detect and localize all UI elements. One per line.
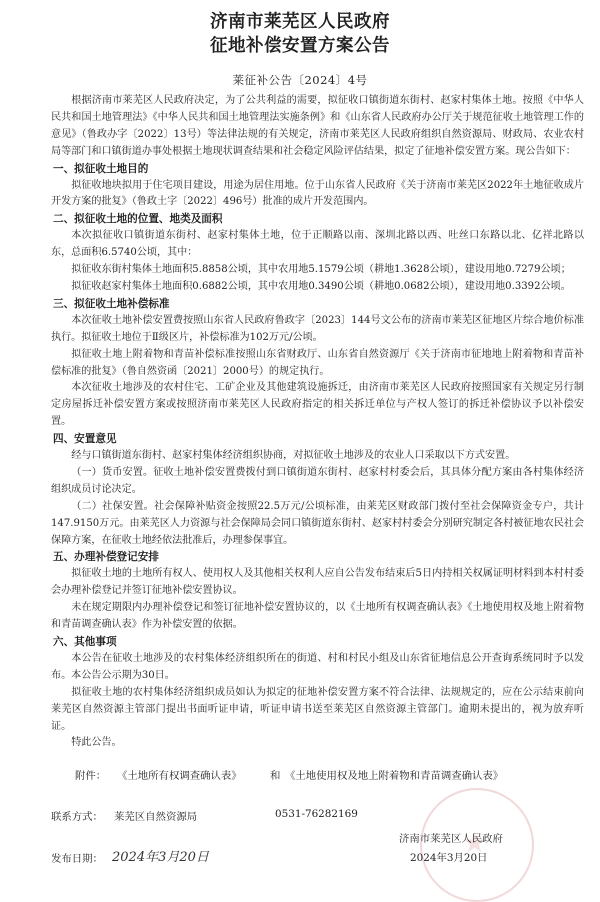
attachment-item: 《土地所有权调查确认表》 <box>117 770 242 782</box>
section-paragraph: 拟征收土地的土地所有权人、使用权人及其他相关权利人应自公告发布结束后5日内持相关权属证明材料到本村村委会办理补偿登记并签订征地补偿安置协议。 <box>51 568 584 597</box>
section-paragraph: 经与口镇街道东街村、赵家村集体经济组织协商，对拟征收土地涉及的农业人口采取以下方式安置。 <box>71 450 516 462</box>
section-paragraph: 本次征收土地补偿安置费按照山东省人民政府鲁政字〔2023〕144号文公布的济南市莱芜区征地区片综合地价标准执行。拟征收土地位于Ⅱ级区片，补偿标准为102万元/公顷。 <box>51 314 584 343</box>
section-paragraph: 特此公告。 <box>71 737 122 749</box>
issuer-name: 济南市莱芜区人民政府 <box>399 833 503 845</box>
section-paragraph: 本次征收土地涉及的农村住宅、工矿企业及其他建筑设施拆迁，由济南市莱芜区人民政府按照国家有关规定另行制定房屋拆迁补偿安置方案或按照济南市莱芜区人民政府指定的相关拆迁单位与产权人签订的拆迁补偿协议予以补偿安置。 <box>51 382 584 428</box>
section-paragraph: （一）货币安置。征收土地补偿安置费拨付到口镇街道东街村、赵家村村委会后，其具体分配方案由各村集体经济组织成员讨论决定。 <box>51 466 584 495</box>
section-paragraph: 拟征收土地上附着物和青苗补偿标准按照山东省财政厅、山东省自然资源厅《关于济南市征地地上附着物和青苗补偿标准的批复》（鲁自然资函〔2021〕2000号）的规定执行。 <box>51 348 584 377</box>
attachment-joiner: 和 <box>270 770 281 782</box>
section-heading: 四、安置意见 <box>53 433 117 446</box>
title-line-2: 征地补偿安置方案公告 <box>210 36 390 56</box>
section-heading: 一、拟征收土地目的 <box>53 162 149 175</box>
document-number: 莱征补公告〔2024〕4号 <box>232 73 368 87</box>
section-heading: 三、拟征收土地补偿标准 <box>53 297 170 310</box>
section-heading: 五、办理补偿登记安排 <box>53 551 159 564</box>
attachment-item: 《土地使用权及地上附着物和青苗调查确认表》 <box>285 770 504 782</box>
section-paragraph: 拟征收地块拟用于住宅项目建设，用途为居住用地。位于山东省人民政府《关于济南市莱芜区2022年土地征收成片开发方案的批复》（鲁政土字〔2022〕496号）批准的成片开发范围内。 <box>51 179 584 208</box>
publish-date-label: 发布日期： <box>51 853 103 865</box>
issue-date: 2024年3月20日 <box>410 852 488 864</box>
contact-phone: 0531-76282169 <box>275 808 358 820</box>
section-heading: 六、其他事项 <box>53 636 117 648</box>
section-paragraph: 未在规定期限内办理补偿登记和签订征地补偿安置协议的，以《土地所有权调查确认表》《土地使用权及地上附着物和青苗调查确认表》作为补偿安置的依据。 <box>51 602 584 631</box>
handwritten-publish-date: 2024年3月20日 <box>112 850 209 865</box>
section-paragraph: 拟征收东街村集体土地面积5.8858公顷，其中农用地5.1579公顷（耕地1.3628公顷），建设用地0.7279公顷； <box>71 264 571 276</box>
official-seal-stamp <box>420 788 534 902</box>
contact-label: 联系方式： <box>51 811 103 823</box>
attachments-label: 附件： <box>75 770 107 782</box>
contact-organization: 莱芜区自然资源局 <box>114 811 198 823</box>
section-paragraph: 本公告在征收土地涉及的农村集体经济组织所在的街道、村和村民小组及山东省征地信息公开查询系统同时予以发布。本公告公示期为30日。 <box>51 652 584 681</box>
section-paragraph: 拟征收土地的农村集体经济组织成员如认为拟定的征地补偿安置方案不符合法律、法规规定的，应在公示结束前向莱芜区自然资源主管部门提出书面听证申请，听证申请书送至莱芜区自然资源主管部门。逾期未提出的，视为放弃听证。 <box>51 686 584 732</box>
section-paragraph: 本次拟征收口镇街道东街村、赵家村集体土地，位于正顺路以南、深圳北路以西、吐丝口东路以北、亿祥北路以东，总面积6.5740公顷，其中： <box>51 230 584 259</box>
section-paragraph: 拟征收赵家村集体土地面积0.6882公顷，其中农用地0.3490公顷（耕地0.0682公顷），建设用地0.3392公顷。 <box>71 280 571 292</box>
section-paragraph: （二）社保安置。社会保障补贴资金按照22.5万元/公顷标准，由莱芜区财政部门拨付至社会保障资金专户，共计147.9150万元。由莱芜区人力资源与社会保障局会同口镇街道东街村、赵家村村委会分别研究制定各村被征地农民社会保障方案，在征收土地经依法批准后，办理参保事宜。 <box>51 500 584 546</box>
notice-body <box>51 93 584 752</box>
intro-paragraph: 根据济南市莱芜区人民政府决定，为了公共利益的需要，拟征收口镇街道东街村、赵家村集体土地。按照《中华人民共和国土地管理法》《中华人民共和国土地管理法实施条例》和《山东省人民政府办公厅关于规范征收土地管理工作的意见》（鲁政办字〔2022〕13号）等法律法规的有关规定，济南市莱芜区人民政府组织自然资源局、财政局、农业农村局等部门和口镇街道办事处根据土地现状调查结果和社会稳定风险评估结果，拟定了征地补偿安置方案。现公告如下： <box>51 95 584 157</box>
section-heading: 二、拟征收土地的位置、地类及面积 <box>53 213 223 226</box>
title-line-1: 济南市莱芜区人民政府 <box>210 12 390 32</box>
